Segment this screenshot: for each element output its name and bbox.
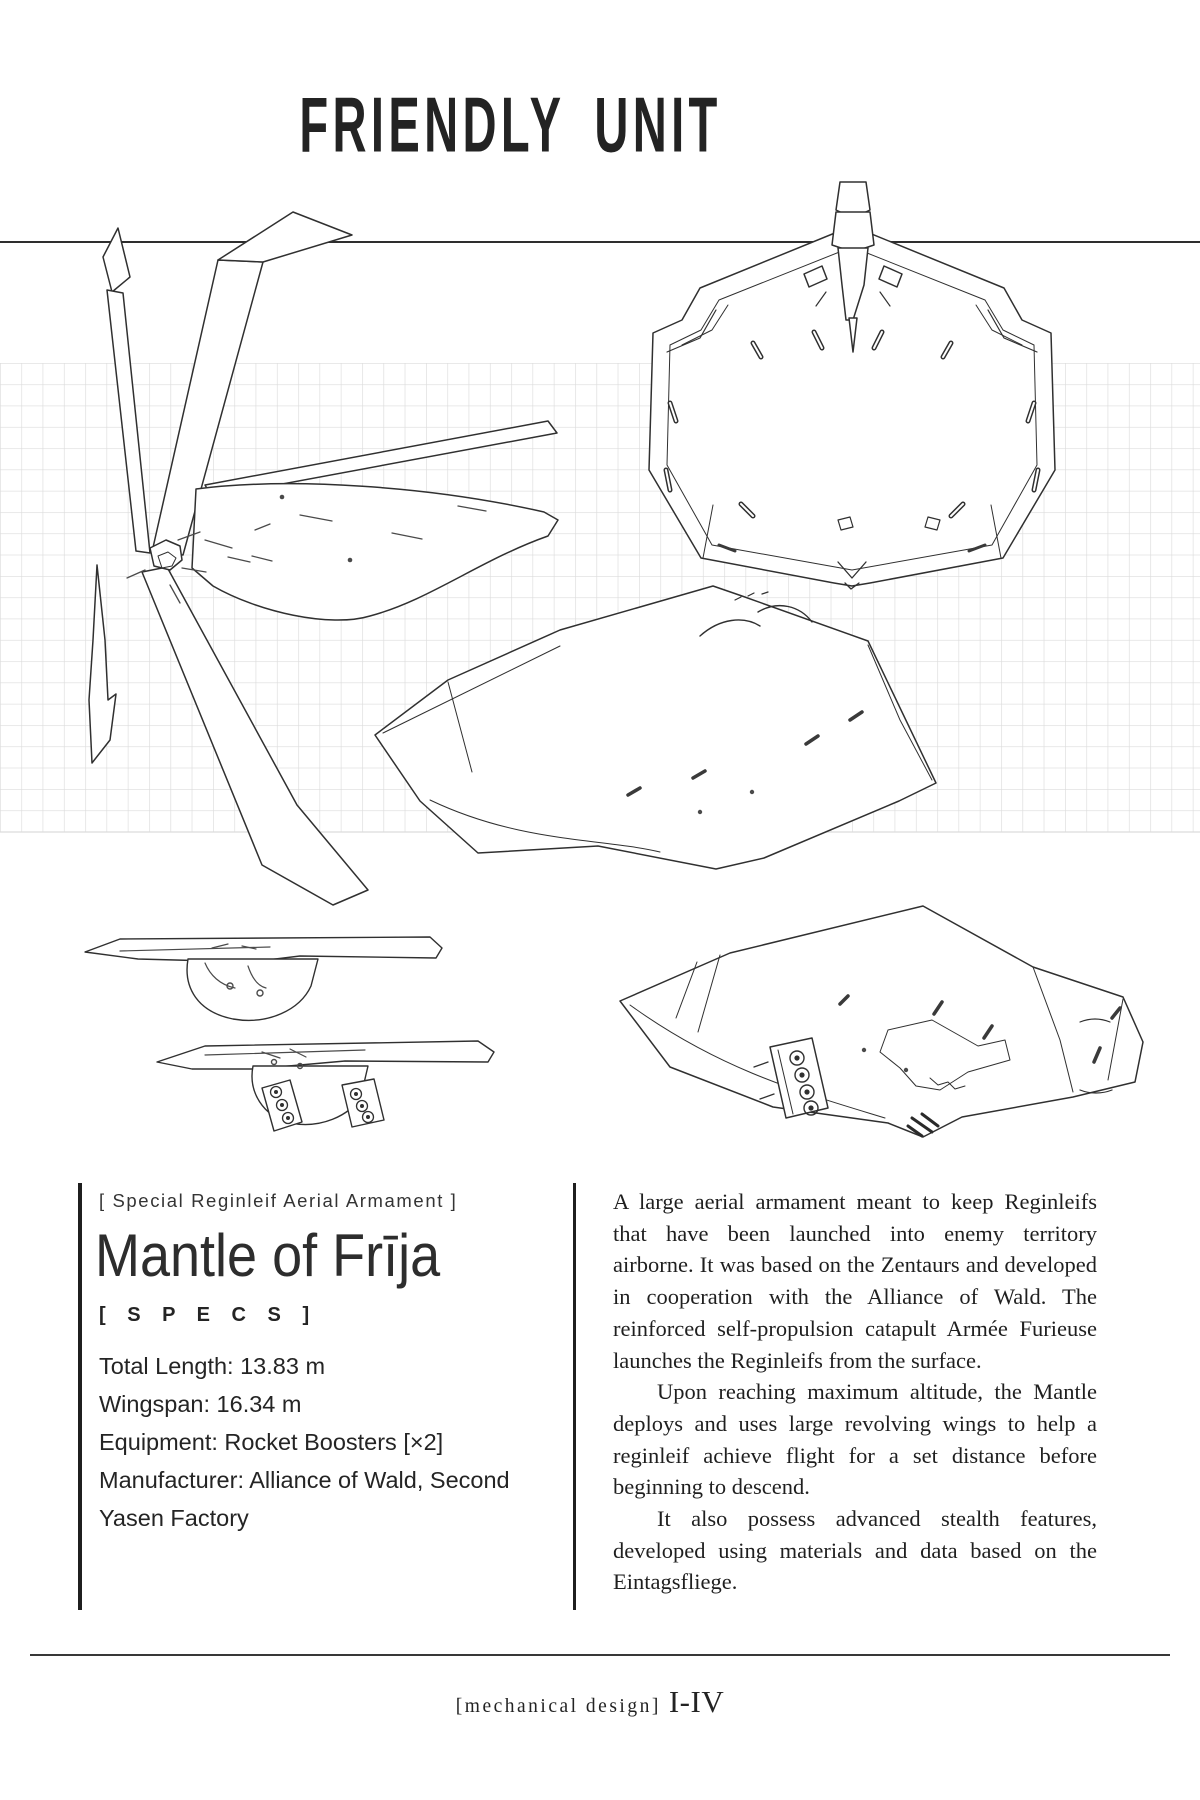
description-paragraph: Upon reaching maximum altitude, the Mantle deploys and uses large revolving wings to help a reginleif achieve flight for a set distance before beginning to descend.: [613, 1379, 1097, 1500]
description-paragraph: It also possess advanced stealth features, developed using materials and data based on the Eintagsfliege.: [613, 1506, 1097, 1595]
unit-name: Mantle of Frīja: [95, 1222, 441, 1289]
spec-item-equipment: Equipment: Rocket Boosters [×2]: [99, 1429, 444, 1455]
description-column: [613, 1186, 1097, 1598]
page-header: [0, 82, 1022, 169]
description-paragraph: A large aerial armament meant to keep Reginleifs that have been launched into enemy territory airborne. It was based on the Zentaurs and developed in cooperation with the Alliance of Wald. The reinforced self-propulsion catapult Armée Furieuse launches the Reginleifs from the surface.: [613, 1189, 1097, 1373]
spec-panel-bar: [78, 1183, 82, 1610]
figure-underside-perspective-view: [620, 906, 1143, 1137]
figure-side-view-boosters: [157, 1041, 494, 1131]
footer-page-number: I-IV: [668, 1684, 725, 1719]
footer-label: [mechanical design]: [455, 1696, 661, 1717]
category-label: [ Special Reginleif Aerial Armament ]: [99, 1190, 458, 1211]
spec-item-manufacturer: Manufacturer: Alliance of Wald, Second Yasen Factory: [99, 1467, 510, 1531]
specs-heading: [ S P E C S ]: [99, 1304, 318, 1326]
page-footer: [0, 1684, 1180, 1720]
figure-top-view: [649, 182, 1055, 589]
spec-item-wingspan: Wingspan: 16.34 m: [99, 1391, 302, 1417]
figure-side-view: [85, 937, 442, 1020]
column-divider-bar: [573, 1183, 576, 1610]
specs-list: [99, 1347, 539, 1537]
spec-item-total-length: Total Length: 13.83 m: [99, 1353, 326, 1379]
page-title: FRIENDLY UNIT: [299, 82, 723, 169]
